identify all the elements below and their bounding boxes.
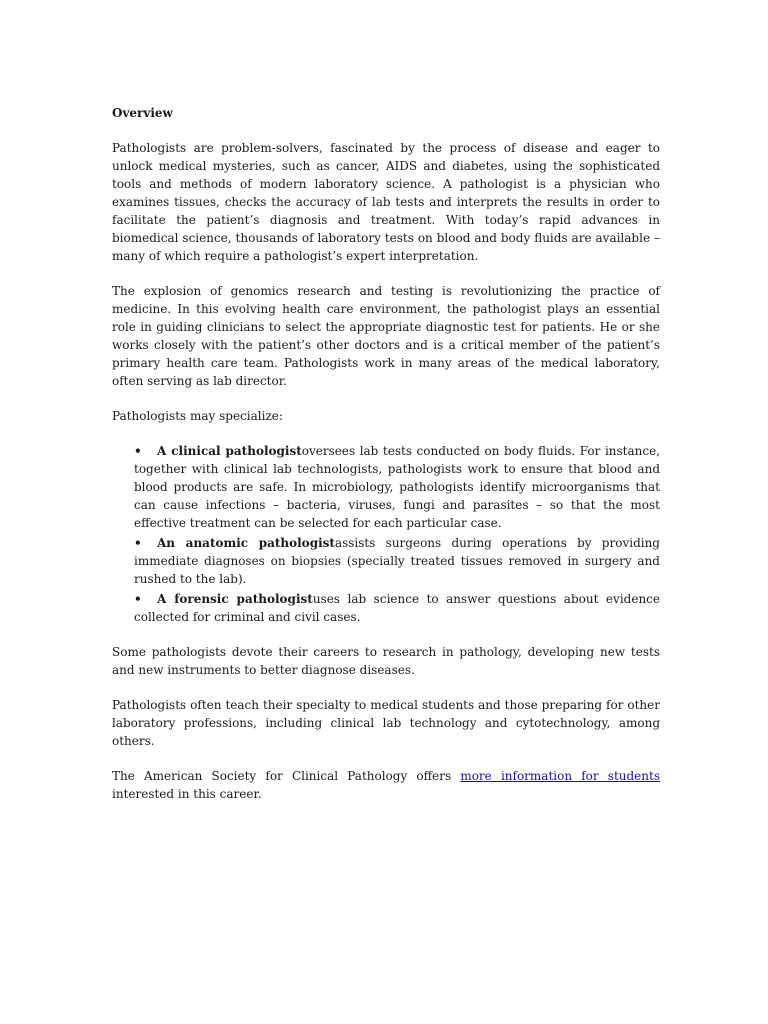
list-item-text: uses lab science to answer questions about evidence collected for criminal and civil cases. — [134, 592, 660, 624]
list-item-forensic — [134, 590, 660, 626]
bullet-icon: • — [134, 536, 142, 550]
list-item-text: oversees lab tests conducted on body fluids. For instance, together with clinical lab technologists, pathologists work to ensure that blood and blood products are safe. In microbiology, pathologists identify microorganisms that can cause infections – bacteria, viruses, fungi and parasites – so that the most effective treatment can be selected for each particular case. — [134, 444, 661, 530]
list-item-term: An anatomic pathologist — [157, 536, 335, 550]
list-item-anatomic — [134, 534, 660, 588]
ascp-text-before: The American Society for Clinical Pathology offers — [112, 769, 461, 783]
list-item-clinical — [134, 442, 660, 532]
ascp-text-after: interested in this career. — [112, 787, 262, 801]
paragraph-ascp — [112, 767, 660, 803]
paragraph-specialize-intro: Pathologists may specialize: — [112, 409, 283, 423]
document-body — [112, 104, 660, 820]
list-item-text: assists surgeons during operations by providing immediate diagnoses on biopsies (specially treated tissues removed in surgery and rushed to the lab). — [134, 536, 660, 586]
paragraph-research: Some pathologists devote their careers to research in pathology, developing new tests and new instruments to better diagnose diseases. — [112, 645, 660, 677]
list-item-term: A clinical pathologist — [157, 444, 302, 458]
bullet-icon: • — [134, 592, 142, 606]
list-item-term: A forensic pathologist — [157, 592, 313, 606]
section-heading: Overview — [112, 106, 173, 120]
paragraph-teaching: Pathologists often teach their specialty to medical students and those preparing for other laboratory professions, including clinical lab technology and cytotechnology, among others. — [112, 698, 660, 748]
student-info-link[interactable]: more information for students — [460, 769, 660, 783]
bullet-icon: • — [134, 444, 142, 458]
paragraph-intro: Pathologists are problem-solvers, fascinated by the process of disease and eager to unlock medical mysteries, such as cancer, AIDS and diabetes, using the sophisticated tools and methods of modern laboratory science. A pathologist is a physician who examines tissues, checks the accuracy of lab tests and interprets the results in order to facilitate the patient’s diagnosis and treatment. With today’s rapid advances in biomedical science, thousands of laboratory tests on blood and body fluids are available – many of which require a pathologist’s expert interpretation. — [112, 141, 660, 263]
specialization-list — [112, 442, 660, 626]
paragraph-genomics: The explosion of genomics research and testing is revolutionizing the practice of medicine. In this evolving health care environment, the pathologist plays an essential role in guiding clinicians to select the appropriate diagnostic test for patients. He or she works closely with the patient’s other doctors and is a critical member of the patient’s primary health care team. Pathologists work in many areas of the medical laboratory, often serving as lab director. — [112, 284, 660, 388]
